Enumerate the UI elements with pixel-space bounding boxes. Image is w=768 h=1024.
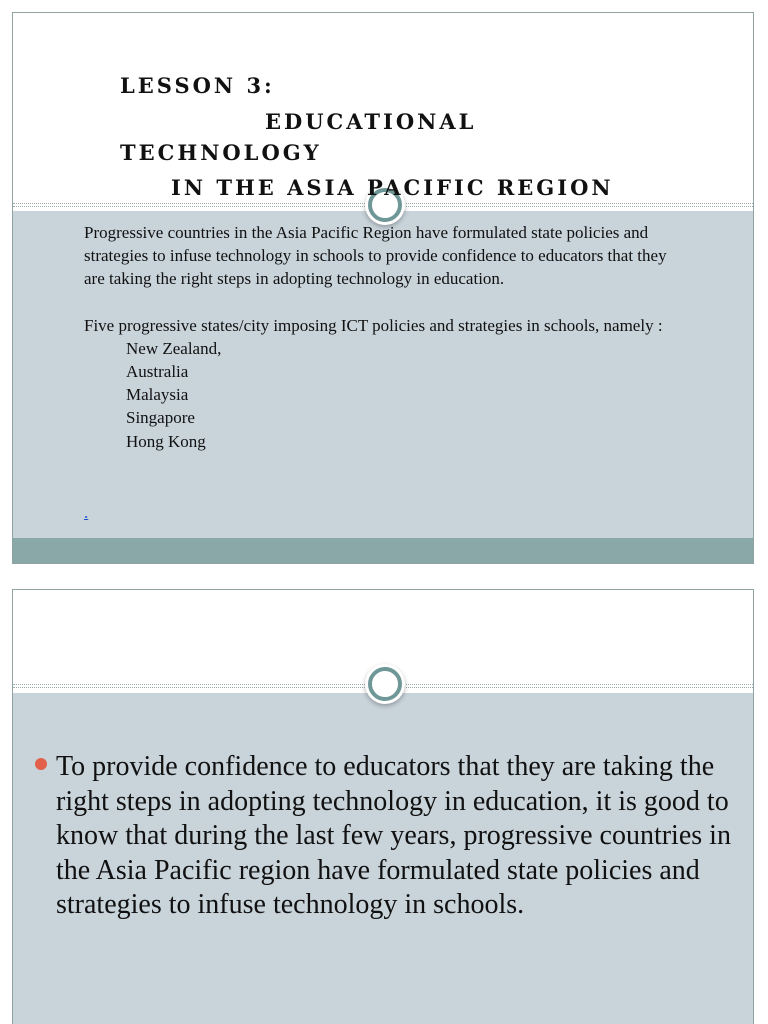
- country-item: Hong Kong: [126, 431, 206, 451]
- footer-bar: [13, 538, 753, 564]
- slide-body: [84, 221, 684, 453]
- slide-2: [12, 589, 754, 1024]
- intro-paragraph: Progressive countries in the Asia Pacific Region have formulated state policies and strategies to infuse technology in schools to provide confidence to educators that they are taking the right steps in adopting technology in education.: [84, 223, 667, 289]
- ring-ornament-icon: [368, 667, 402, 701]
- hyperlink[interactable]: .: [84, 503, 89, 522]
- bullet-text: To provide confidence to educators that they are taking the right steps in adopting technology in education, it is good to know that during the last few years, progressive countries in the Asia Pacific region have formulated state policies and strategies to infuse technology in schools.: [56, 751, 731, 920]
- slide-title-line-4: IN THE ASIA PACIFIC REGION: [171, 175, 614, 200]
- slide-title-line-1: LESSON 3:: [120, 73, 275, 98]
- country-item: Australia: [126, 362, 189, 382]
- slide-1: [12, 12, 754, 564]
- slide-title-line-2: EDUCATIONAL: [265, 109, 477, 134]
- country-list: [84, 337, 684, 453]
- country-item: Malaysia: [126, 385, 189, 405]
- slide-title-line-3: TECHNOLOGY: [120, 140, 322, 165]
- country-item: New Zealand,: [126, 338, 222, 358]
- states-paragraph: Five progressive states/city imposing ICT policies and strategies in schools, namely :: [84, 315, 663, 335]
- bullet-icon: [35, 758, 47, 770]
- country-item: Singapore: [126, 408, 195, 428]
